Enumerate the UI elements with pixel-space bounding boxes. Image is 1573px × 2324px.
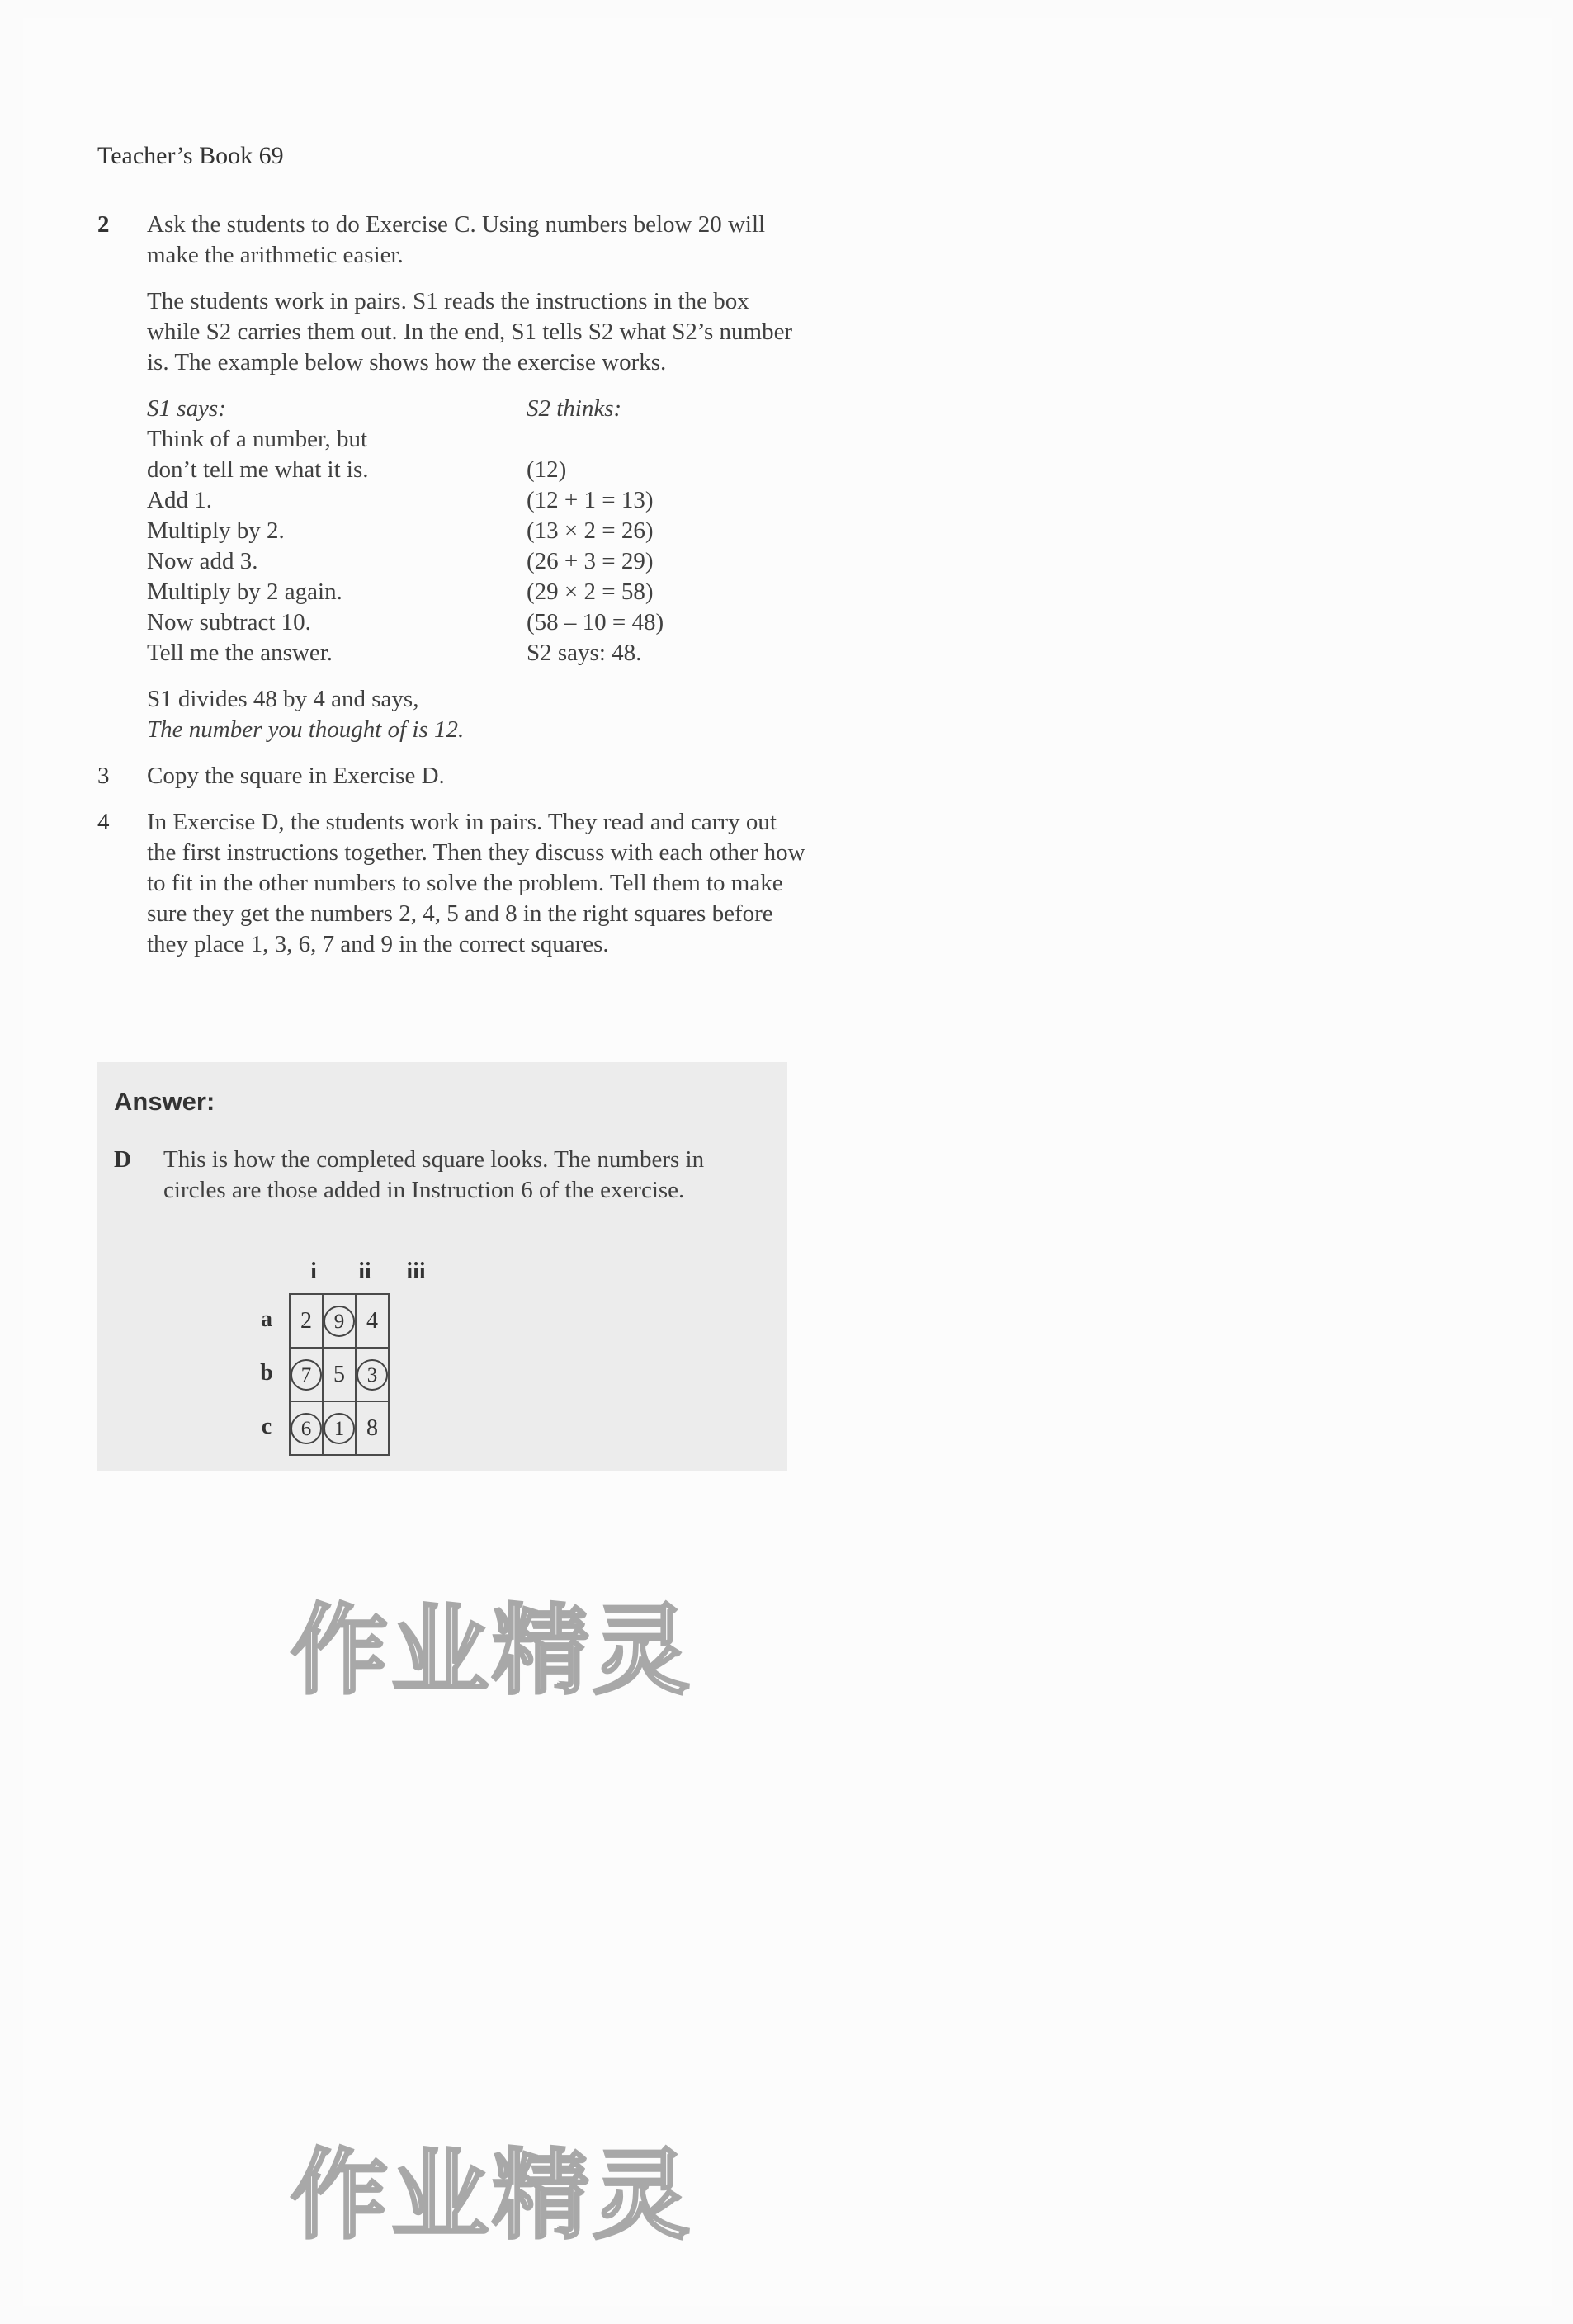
item-2 [97,210,807,745]
column-heading: ii [358,1259,371,1284]
item-number: 4 [97,809,110,835]
answer-title: Answer: [114,1087,215,1116]
dialog-left: Think of a number, but [147,426,368,452]
dialog-left: Now subtract 10. [147,609,311,635]
row-heading: b [260,1360,273,1386]
cell-number: 2 [300,1307,312,1334]
dialog-right [527,424,774,455]
item-2-para-3 [147,684,807,745]
number-square [289,1293,390,1456]
item-2-para-1: Ask the students to do Exercise C. Using numbers below 20 will make the arithmetic easier. [147,211,766,268]
item-number: 2 [97,211,110,238]
column-heading: i [310,1259,317,1284]
dialog-head-right: S2 thinks: [527,395,622,422]
item-4 [97,807,807,960]
dialog-right: (12 + 1 = 13) [527,487,654,513]
circled-number: 9 [324,1306,355,1337]
square-row [290,1294,389,1348]
answer-text: This is how the completed square looks. The numbers in circles are those added in Instruction 6 of the exercise. [163,1146,705,1203]
item-3 [97,761,807,791]
dialog-right: (26 + 3 = 29) [527,548,654,574]
dialog-table [147,394,807,668]
square-row [290,1401,389,1455]
dialog-right: (12) [527,456,567,483]
square-cell [323,1401,356,1455]
item-number: 3 [97,763,110,789]
dialog-right: (29 × 2 = 58) [527,579,654,605]
square-cell [323,1348,356,1401]
column-heading: iii [406,1259,426,1284]
circled-number: 6 [291,1413,322,1444]
dialog-left: Add 1. [147,487,212,513]
answer-item [114,1145,766,1206]
square-cell [290,1294,323,1348]
square-cell [290,1401,323,1455]
item-4-text: In Exercise D, the students work in pairs. They read and carry out the first instructions together. Then they discuss with each other how to fit in the other numbers to solve the problem. Tell them to make sure they get the numbers 2, 4, 5 and 8 in the right squares before they place 1, 3, 6, 7 and 9 in the correct squares. [147,809,805,957]
cell-number: 5 [333,1361,345,1387]
item-2-para-3-text: S1 divides 48 by 4 and says, [147,686,419,712]
row-heading: c [261,1414,272,1439]
cell-number: 8 [366,1415,378,1441]
item-2-para-3-italic: The number you thought of is 12. [147,716,465,743]
circled-number: 1 [324,1413,355,1444]
square-cell [356,1348,389,1401]
item-3-text: Copy the square in Exercise D. [147,763,445,789]
square-row [290,1348,389,1401]
answer-letter: D [114,1146,131,1173]
dialog-left: Now add 3. [147,548,258,574]
watermark: 作业精灵 [291,2138,694,2252]
circled-number: 3 [357,1359,388,1391]
dialog-head-left: S1 says: [147,395,226,422]
row-heading: a [261,1306,272,1332]
dialog-right: (58 – 10 = 48) [527,609,664,635]
item-2-para-2: The students work in pairs. S1 reads the instructions in the box while S2 carries them out. In the end, S1 tells S2 what S2’s number is. The example below shows how the exercise works. [147,288,793,376]
cell-number: 4 [366,1307,378,1334]
dialog-right: S2 says: 48. [527,640,642,666]
main-column [97,210,807,975]
square-cell [323,1294,356,1348]
dialog-right: (13 × 2 = 26) [527,517,654,544]
circled-number: 7 [291,1359,322,1391]
dialog-left: Tell me the answer. [147,640,333,666]
square-cell [356,1401,389,1455]
dialog-left: Multiply by 2. [147,517,285,544]
answer-box [97,1062,787,1471]
dialog-left: Multiply by 2 again. [147,579,342,605]
square-cell [290,1348,323,1401]
square-cell [356,1294,389,1348]
watermark: 作业精灵 [291,1594,694,1708]
dialog-left: don’t tell me what it is. [147,456,369,483]
page-header: Teacher’s Book 69 [97,142,284,169]
